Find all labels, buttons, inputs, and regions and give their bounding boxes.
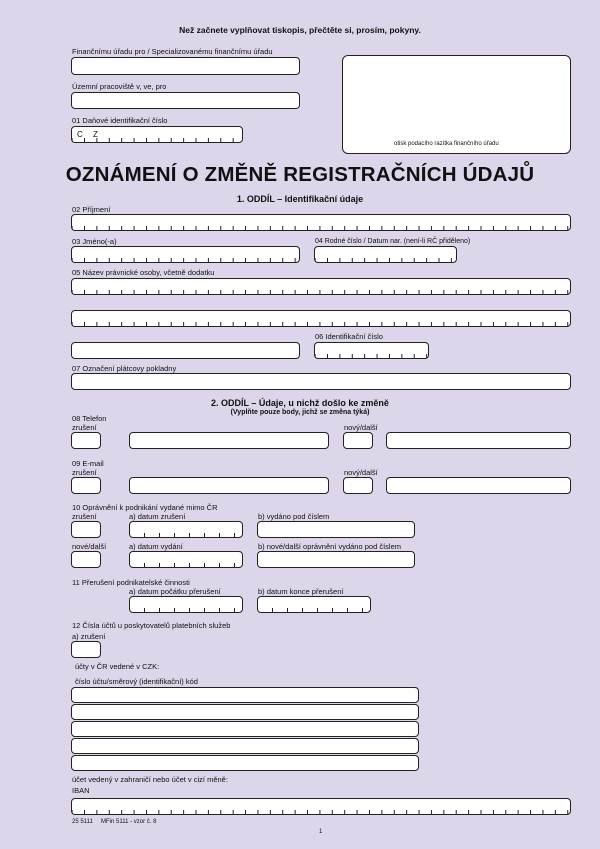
permit-new-checkbox[interactable] bbox=[71, 551, 101, 568]
territorial-office-field[interactable] bbox=[71, 92, 300, 109]
permit-cancel-checkbox[interactable] bbox=[71, 521, 101, 538]
name-label: 03 Jméno(-a) bbox=[72, 237, 117, 246]
permit-new-no-label: b) nové/další oprávnění vydáno pod číslem bbox=[258, 542, 402, 551]
email-new-label: nový/další bbox=[344, 468, 378, 477]
permit-label: 10 Oprávnění k podnikání vydané mimo ČR bbox=[72, 503, 218, 512]
permit-cancel-date-field[interactable] bbox=[129, 521, 243, 538]
section2-heading: 2. ODDÍL – Údaje, u nichž došlo ke změně bbox=[211, 398, 389, 408]
id-number-label: 06 Identifikační číslo bbox=[315, 332, 383, 341]
stamp-label: otisk podacího razítka finančního úřadu bbox=[394, 141, 499, 147]
section1-heading: 1. ODDÍL – Identifikační údaje bbox=[236, 194, 364, 204]
page-number: 1 bbox=[319, 829, 323, 835]
territorial-office-label: Územní pracoviště v, ve, pro bbox=[72, 82, 167, 91]
surname-label: 02 Příjmení bbox=[72, 205, 111, 214]
phone-label: 08 Telefon bbox=[72, 414, 107, 423]
account-field-2[interactable] bbox=[71, 704, 419, 720]
account-field-1[interactable] bbox=[71, 687, 419, 703]
id-number-field[interactable] bbox=[314, 342, 429, 359]
permit-cancel-date-label: a) datum zrušení bbox=[129, 512, 186, 521]
tax-id-prefix bbox=[77, 130, 98, 139]
account-field-5[interactable] bbox=[71, 755, 419, 771]
surname-field[interactable] bbox=[71, 214, 571, 231]
legal-name-field-1[interactable] bbox=[71, 278, 571, 295]
financial-office-label: Finančnímu úřadu pro / Specializovanému finančnímu úřadu bbox=[72, 47, 273, 56]
footer-form-id: MFin 5111 - vzor č. 8 bbox=[101, 819, 157, 825]
phone-new-checkbox[interactable] bbox=[343, 432, 373, 449]
legal-name-field-3[interactable] bbox=[71, 342, 300, 359]
phone-cancel-checkbox[interactable] bbox=[71, 432, 101, 449]
email-new-checkbox[interactable] bbox=[343, 477, 373, 494]
accounts-cancel-checkbox[interactable] bbox=[71, 641, 101, 658]
legal-name-field-2[interactable] bbox=[71, 310, 571, 327]
interrupt-start-label: a) datum počátku přerušení bbox=[129, 587, 221, 596]
permit-new-label: nové/další bbox=[72, 542, 107, 551]
account-field-4[interactable] bbox=[71, 738, 419, 754]
foreign-account-label: účet vedený v zahraničí nebo účet v cizí měně: bbox=[72, 775, 228, 784]
permit-new-no-field[interactable] bbox=[257, 551, 415, 568]
permit-issued-no-field[interactable] bbox=[257, 521, 415, 538]
permit-issue-date-field[interactable] bbox=[129, 551, 243, 568]
accounts-label: 12 Čísla účtů u poskytovatelů platebních služeb bbox=[72, 621, 231, 630]
interrupt-end-label: b) datum konce přerušení bbox=[258, 587, 344, 596]
email-new-field[interactable] bbox=[386, 477, 571, 494]
interrupt-start-field[interactable] bbox=[129, 596, 243, 613]
email-cancel-checkbox[interactable] bbox=[71, 477, 101, 494]
form-title: OZNÁMENÍ O ZMĚNĚ REGISTRAČNÍCH ÚDAJŮ bbox=[65, 163, 535, 186]
tax-id-label: 01 Daňové identifikační číslo bbox=[72, 116, 168, 125]
accounts-cz-label: účty v ČR vedené v CZK: bbox=[75, 662, 160, 671]
phone-cancel-field[interactable] bbox=[129, 432, 329, 449]
birth-number-field[interactable] bbox=[314, 246, 457, 263]
account-number-label: číslo účtu/směrový (identifikační) kód bbox=[75, 677, 198, 686]
email-cancel-field[interactable] bbox=[129, 477, 329, 494]
tax-id-prefix-c: C bbox=[77, 130, 83, 139]
footer-code: 25 5111 bbox=[72, 819, 93, 825]
phone-new-field[interactable] bbox=[386, 432, 571, 449]
iban-label: IBAN bbox=[72, 786, 90, 795]
birth-number-label: 04 Rodné číslo / Datum nar. (není-li RČ přiděleno) bbox=[315, 238, 471, 245]
financial-office-field[interactable] bbox=[71, 57, 300, 75]
cash-register-field[interactable] bbox=[71, 373, 571, 390]
cash-register-label: 07 Označení plátcovy pokladny bbox=[72, 364, 177, 373]
permit-cancel-label: zrušení bbox=[72, 512, 97, 521]
iban-field[interactable] bbox=[71, 798, 571, 815]
phone-cancel-label: zrušení bbox=[72, 423, 97, 432]
tax-id-field[interactable] bbox=[71, 126, 243, 143]
permit-issue-date-label: a) datum vydání bbox=[129, 542, 183, 551]
email-cancel-label: zrušení bbox=[72, 468, 97, 477]
email-label: 09 E-mail bbox=[72, 459, 104, 468]
name-field[interactable] bbox=[71, 246, 300, 263]
tax-id-prefix-z: Z bbox=[93, 130, 98, 139]
permit-issued-no-label: b) vydáno pod číslem bbox=[258, 512, 330, 521]
stamp-area bbox=[342, 55, 571, 154]
section2-subheading: (Vyplňte pouze body, jichž se změna týká) bbox=[230, 409, 370, 416]
interrupt-end-field[interactable] bbox=[257, 596, 371, 613]
accounts-cancel-label: a) zrušení bbox=[72, 632, 106, 641]
account-field-3[interactable] bbox=[71, 721, 419, 737]
legal-name-label: 05 Název právnické osoby, včetně dodatku bbox=[72, 268, 215, 277]
phone-new-label: nový/další bbox=[344, 423, 378, 432]
interrupt-label: 11 Přerušení podnikatelské činnosti bbox=[72, 578, 190, 587]
instruction-text: Než začnete vyplňovat tiskopis, přečtěte si, prosím, pokyny. bbox=[179, 25, 421, 35]
